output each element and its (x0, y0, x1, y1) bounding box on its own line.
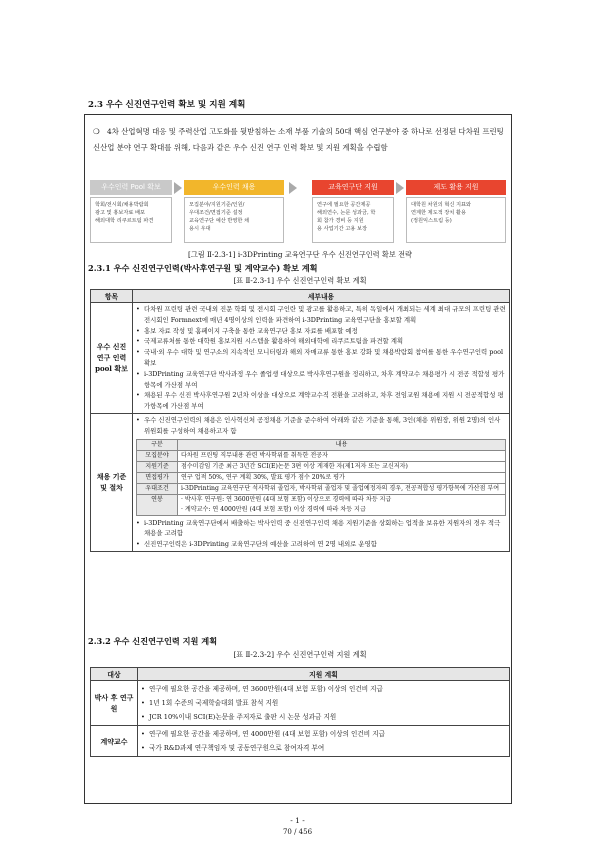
criteria-label: 우대조건 (137, 483, 178, 494)
table-header: 지원 계획 (138, 668, 510, 681)
pay-item-text: 박사후 연구원: 연 3600만원 (4대 보험 포함) 이상으로 경력에 따라 차등 지급 (184, 495, 392, 503)
flow-step-system-body (406, 197, 506, 243)
list-item: • 1년 1회 수준의 국제학술대회 발표 참석 지원 (149, 696, 506, 710)
list-item: • 국제교류처를 통한 대학원 홍보지원 시스템을 활용하여 해외대학에 리쿠르트팀을 파견할 계획 (144, 336, 506, 347)
arrow-right-icon (174, 182, 182, 194)
strategy-flow-diagram (90, 180, 507, 246)
row-content (133, 303, 510, 414)
row-category: 박사 후 연구원 (91, 681, 138, 726)
list-item: • i-3DPrinting 교육연구단 박사과정 우수 졸업생 대상으로 박사후연구원을 정리하고, 차후 계약교수 채용평가 시 전공 적합성 평가 항목에 가산점 부여 (144, 369, 506, 391)
flow-item: 회 참가 경비 등 지원 (317, 218, 364, 224)
intro-text: 4차 산업혁명 대응 및 주력산업 고도화를 뒷받침하는 소재 부품 기술의 50대 핵심 연구분야 중 하나로 선정된 다차원 프린팅 신산업 분야 연구 확대를 위해, 다음과 같은 우수 신진 연구 인력 확보 및 지원 계획을 수립함 (93, 127, 504, 152)
criteria-label: 연봉 (137, 494, 178, 515)
flow-item: 용시 우대 (189, 226, 211, 232)
list-item: • 다차원 프린팅 관련 국내외 진문 학회 및 전시회 구인란 및 광고를 활용하고, 특히 독일에서 개최되는 세계 최대 규모의 프린팅 관련 전시회인 Formnext에 매년 4명이상의 인력을 파견하여 i-3DPrinting 교육연구단을 홍보할 계획 (144, 304, 506, 326)
criteria-text: 연구 업적 50%, 연구 계획 30%, 발표 평가 점수 20%로 평가 (178, 472, 506, 483)
flow-item: 대학원 차원의 혁신 지표와 (411, 202, 472, 208)
subsection-title-2: 2.3.2 우수 신진연구인력 지원 계획 (88, 636, 218, 646)
criteria-text: 점수미감임 기준 최근 3년간 SCI(E)논문 3편 이상 게재한 자(제1저자 또는 교신저자) (178, 461, 506, 472)
arrow-right-icon (396, 182, 404, 194)
table-header: 항목 (91, 290, 133, 303)
criteria-text: 다차원 프린팅 직무내용 관련 박사학위를 취득한 전공자 (178, 450, 506, 461)
list-item: • 신진연구인력은 i-3DPrinting 교육연구단의 예산을 고려하여 연 2명 내외로 운영함 (144, 539, 506, 550)
criteria-table (136, 439, 506, 516)
table-header: 세부내용 (133, 290, 510, 303)
arrow-right-icon (289, 182, 297, 194)
table-row (137, 472, 506, 483)
row-category: 계약교수 (91, 726, 138, 757)
flow-step-support-title: 교육연구단 지원 (312, 180, 394, 195)
list-item: • 우수 신진연구인력의 채용은 인사혁신처 공정채용 기준을 준수하여 아래와 같은 기준을 통해, 3인(채용 위원장, 위원 2명)의 인사 위원회를 구성하여 채용하고자 함 (144, 415, 506, 437)
flow-item: 광고 및 홍보자료 배포 (95, 210, 146, 216)
criteria-label: 지원기준 (137, 461, 178, 472)
criteria-text (178, 494, 506, 515)
flow-step-system-title: 제도 활용 지원 (406, 180, 506, 195)
row-content (133, 413, 510, 551)
section-title: 2.3 우수 신진연구인력 확보 및 지원 계획 (88, 100, 246, 110)
flow-item: 교육연구단 예산 반영한 채 (189, 218, 250, 224)
pay-item: · 계약교수: 연 4000만원 (4대 보험 포함) 이상 경력에 따라 차등 지급 (181, 505, 366, 513)
flow-item: 연구에 필요한 공간제공 (317, 202, 371, 208)
row-content (138, 726, 510, 757)
flow-step-hire-title: 우수인력 채용 (184, 180, 284, 195)
list-item: • 국내·외 우수 대학 및 연구소의 지속적인 모니터링과 해외 자매교류 통한 홍보 강화 및 채용박람회 참여를 통한 우수연구인력 pool 확보 (144, 347, 506, 369)
page-counter: 70 / 456 (282, 828, 313, 836)
flow-item: 연계한 제도적 장치 활용 (411, 210, 467, 216)
table-row (91, 681, 510, 726)
table1-caption: [표 Ⅱ-2.3-1] 우수 신진연구인력 확보 계획 (233, 276, 367, 285)
list-item: • JCR 10%이내 SCI(E)논문을 주저자로 출판 시 논문 성과금 지원 (149, 710, 506, 724)
intro-paragraph (93, 124, 505, 155)
table-header: 대상 (91, 668, 138, 681)
flow-step-pool-title: 우수인력 Pool 확보 (90, 180, 172, 195)
flow-item: 모집분야/지원기준/인원/ (189, 202, 245, 208)
flow-item: 해외대학 리쿠르트팀 파견 (95, 218, 154, 224)
flow-step-support-body (312, 197, 394, 243)
table-header: 내용 (178, 439, 506, 450)
table2-caption: [표 Ⅱ-2.3-2] 우수 신진연구인력 지원 계획 (233, 650, 367, 659)
table-row (137, 461, 506, 472)
row-content (138, 681, 510, 726)
flow-item: 우대조건/면접기준 설정 (189, 210, 243, 216)
table-row (91, 413, 510, 551)
flow-item: 학회/전시회/채용박람회 (95, 202, 149, 208)
flow-step-hire-body (184, 197, 284, 243)
list-item: • 국가 R&D과제 연구책임자 및 공동연구원으로 참여자격 부여 (149, 741, 506, 755)
criteria-text: i-3DPrinting 교육연구단 석사학위 졸업자, 박사학위 졸업자 및 졸업예정자의 경우, 전공적합성 평가항목에 가산점 부여 (178, 483, 506, 494)
subsection-title-1: 2.3.1 우수 신진연구인력(박사후연구원 및 계약교수) 확보 계획 (88, 263, 318, 273)
row-category: 채용 기준 및 절차 (91, 413, 133, 551)
list-item: • 홍보 자료 작성 및 홈페이지 구축을 통한 교육연구단 홍보 자료를 배포할 예정 (144, 326, 506, 337)
recruitment-plan-table (90, 289, 510, 552)
page-number: - 1 - (290, 816, 305, 825)
list-item: • 채용된 우수 신진 박사후연구원 2년차 이상을 대상으로 계약교수직 전환을 고려하고, 차후 전임교원 채용에 지원 시 전공적합성 평가항목에 가산점 부여 (144, 390, 506, 412)
list-item: • 연구에 필요한 공간을 제공하며, 연 4000만원 (4대 보험 포함) 이상의 인건비 지급 (149, 727, 506, 741)
flow-item: 해외연수, 논문 성과금, 학 (317, 210, 376, 216)
pay-item: · 박사후 연구원: 연 3600만원 (4대 보험 포함) 이상으로 경력에 따라 차등 지급 (181, 495, 392, 503)
circle-bullet-icon: ❍ (93, 127, 100, 136)
flow-item: (정원익스트림 등) (411, 218, 452, 224)
row-category: 우수 신진연구 인력 pool 확보 (91, 303, 133, 414)
list-item: • 연구에 필요한 공간을 제공하며, 연 3600만원(4대 보험 포함) 이상의 인건비 지급 (149, 682, 506, 696)
flow-item: 용 사업기간 고용 보장 (317, 226, 368, 232)
table-row (137, 450, 506, 461)
flow-step-pool-body (90, 197, 172, 243)
table-header: 구분 (137, 439, 178, 450)
pay-item-text: 계약교수: 연 4000만원 (4대 보험 포함) 이상 경력에 따라 차등 지급 (184, 505, 366, 513)
figure-caption: [그림 Ⅱ-2.3-1] i-3DPrinting 교육연구단 우수 신진연구인력 확보 전략 (188, 250, 412, 259)
list-item: • i-3DPrinting 교육연구단에서 배출하는 박사인력 중 신진연구인력 채용 지원기준을 상회하는 업적을 보유한 지원자의 경우 적극 채용을 고려함 (144, 518, 506, 540)
table-row (91, 726, 510, 757)
criteria-label: 모집분야 (137, 450, 178, 461)
table-row (137, 494, 506, 515)
table-row (137, 483, 506, 494)
support-plan-table (90, 667, 510, 757)
criteria-label: 면접평가 (137, 472, 178, 483)
table-row (91, 303, 510, 414)
